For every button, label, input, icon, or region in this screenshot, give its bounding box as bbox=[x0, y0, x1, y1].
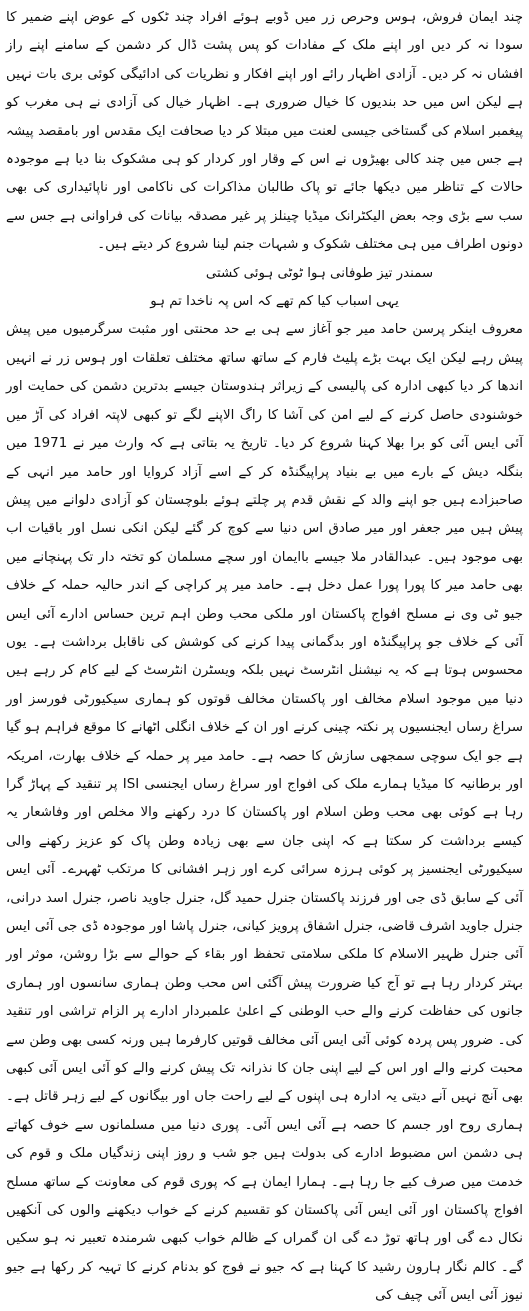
verse-line-1: سمندر تیز طوفانی ہوا ٹوٹی ہوئی کشتی bbox=[205, 265, 434, 281]
verse-line-2: یہی اسباب کیا کم تھے کہ اس پہ ناخدا تم ہو bbox=[150, 294, 399, 310]
paragraph-2: معروف اینکر پرسن حامد میر جو آغاز سے ہی بے حد محنتی اور مثبت سرگرمیوں میں پیش پیش رہے لیکن ایک بہت بڑے پلیٹ فارم کے ساتھ ساتھ مختلف تعلقات اور ہوس زر نے انہیں اندھا کر دیا کبھی ادارہ کی پالیسی کے زیراثر ہندوستان جیسے بدترین دشمن کی حمایت اور خوشنودی حاصل کرنے کے لیے امن کی آشا کا راگ الاپنے لگے تو کبھی لاپتہ افراد کی آڑ میں آئی ایس آئی کو برا بھلا کہنا شروع کر دیا۔ تاریخ یہ بتاتی ہے کہ وارث میر نے 1971 میں بنگلہ دیش کے بارے میں بے بنیاد پراپیگنڈہ کر کے اسے آزاد کروایا اور حامد میر انہی کے صاحبزادے ہیں جو اپنے والد کے نقش قدم پر چلتے ہوئے بلوچستان کو آزادی دلوانے میں پیش پیش ہیں میر جعفر اور میر صادق اس دنیا سے کوچ کر گئے لیکن انکی نسل اور باقیات اب بھی موجود ہیں۔ عبدالقادر ملا جیسے باایمان اور سچے مسلمان کو تختہ دار تک پہنچانے میں بھی حامد میر کا پورا پورا عمل دخل ہے۔ حامد میر پر کراچی کے اندر حالیہ حملہ کے خلاف جیو ٹی وی نے مسلح افواج پاکستان اور ملکی محب وطن اہم ترین حساس ادارے آئی ایس آئی کے خلاف جو پراپیگنڈہ اور بدگمانی پیدا کرنے کی کوشش کی ناقابل برداشت ہے۔ یوں محسوس ہوتا ہے کہ یہ نیشنل انٹرسٹ نہیں بلکہ ویسٹرن انٹرسٹ کے لیے کام کر رہے ہیں دنیا میں موجود اسلام مخالف اور پاکستان مخالف قوتوں کو ہماری سیکیورٹی فورسز اور سراغ رساں ایجنسیوں پر نکتہ چینی کرنے اور ان کے خلاف انگلی اٹھانے کا موقع فراہم ہو گیا ہے جو ایک سوچی سمجھی سازش کا حصہ ہے۔ حامد میر پر حملہ کے خلاف بھارت، امریکہ اور برطانیہ کا میڈیا ہمارے ملک کی افواج اور سراغ رساں ایجنسی ISI پر تنقید کے پہاڑ گرا رہا ہے کوئی بھی محب وطن اسلام اور پاکستان کا درد رکھنے والا مخلص اور وفاشعار یہ کیسے برداشت کر سکتا ہے کہ اپنی جان سے بھی زیادہ وطن پاک کو عزیز رکھنے والی سیکیورٹی ایجنسیز پر کوئی ہرزہ سرائی کرے اور زہر افشانی کا مرتکب ٹھہرے۔ آئی ایس آئی کے سابق ڈی جی اور فرزند پاکستان جنرل حمید گل، جنرل جاوید ناصر، جنرل اسد درانی، جنرل جاوید اشرف قاضی، جنرل اشفاق پرویز کیانی، جنرل پاشا اور موجودہ ڈی جی آئی ایس آئی جنرل ظہیر الاسلام کا ملکی سلامتی تحفظ اور بقاء کے حوالے سے بڑا روشن، موثر اور بہتر کردار رہا ہے تو آج کیا ضرورت پیش آگئی اس محب وطن ہماری سانسوں اور ہماری جانوں کی حفاظت کرنے والے حب الوطنی کے اعلیٰ علمبردار ادارے پر الزام تراشی اور تنقید کی۔ ضرور پس پردہ کوئی آئی ایس آئی مخالف قوتیں کارفرما ہیں ورنہ کسی بھی وطن سے محبت کرنے والے اور اس کے لیے اپنی جان کا نذرانہ تک پیش کرنے والے کو آئی ایس آئی کبھی بھی آنچ نہیں آنے دیتی یہ ادارہ ہی اپنوں کے لیے راحت جاں اور بیگانوں کے لیے زہر قاتل ہے۔ ہماری روح اور جسم کا حصہ ہے آئی ایس آئی۔ پوری دنیا میں مسلمانوں سے خوف کھاتے ہی دشمن اس مضبوط ادارے کی بدولت ہیں جو شب و روز اپنی زندگیاں ملک و قوم کی خدمت میں صرف کیے جا رہا ہے۔ ہمارا ایمان ہے کہ پوری قوم کی معاونت کے ساتھ مسلح افواج پاکستان اور آئی ایس آئی پاکستان کو تقسیم کرنے کے خواب دیکھنے والوں کی آنکھیں نکال دے گی اور ہاتھ توڑ دے گی ان گمراں کے ظالم خواب کبھی شرمندہ تعبیر نہ ہو سکیں گے۔ کالم نگار ہارون رشید کا کہنا ہے کہ جیو نے فوج کو بدنام کرنے کا تہیہ کر رکھا ہے جیو نیوز آئی ایس آئی چیف کی bbox=[6, 322, 523, 1304]
paragraph-1: چند ایمان فروش، ہوس وحرص زر میں ڈوبے ہوئے افراد چند ٹکوں کے عوض اپنے ضمیر کا سودا نہ کر دیں اور اپنے ملک کے مفادات کو پس پشت ڈال کر دشمن کے سامنے اپنے راز افشاں نہ کر دیں۔ آزادی اظہار رائے اور اپنے افکار و نظریات کی ادائیگی کوئی بری بات نہیں ہے لیکن اس میں حد بندیوں کا خیال ضروری ہے۔ اظہار خیال کی آزادی نے ہی مغرب کو پیغمبر اسلام کی گستاخی جیسی لعنت میں مبتلا کر دیا صحافت ایک مقدس اور بامقصد پیشہ ہے جس میں چند کالی بھیڑوں نے اس کے وقار اور کردار کو ہی مشکوک بنا دیا ہے موجودہ حالات کے تناظر میں دیکھا جائے تو پاک طالبان مذاکرات کی ناکامی اور ناپائیداری کی بھی سب سے بڑی وجہ بعض الیکٹرانک میڈیا چینلز پر غیر مصدقہ بیانات کی فراوانی ہے جس سے دونوں اطراف میں ہی مختلف شکوک و شبہات جنم لینا شروع کر دیتے ہیں۔ bbox=[6, 10, 523, 253]
